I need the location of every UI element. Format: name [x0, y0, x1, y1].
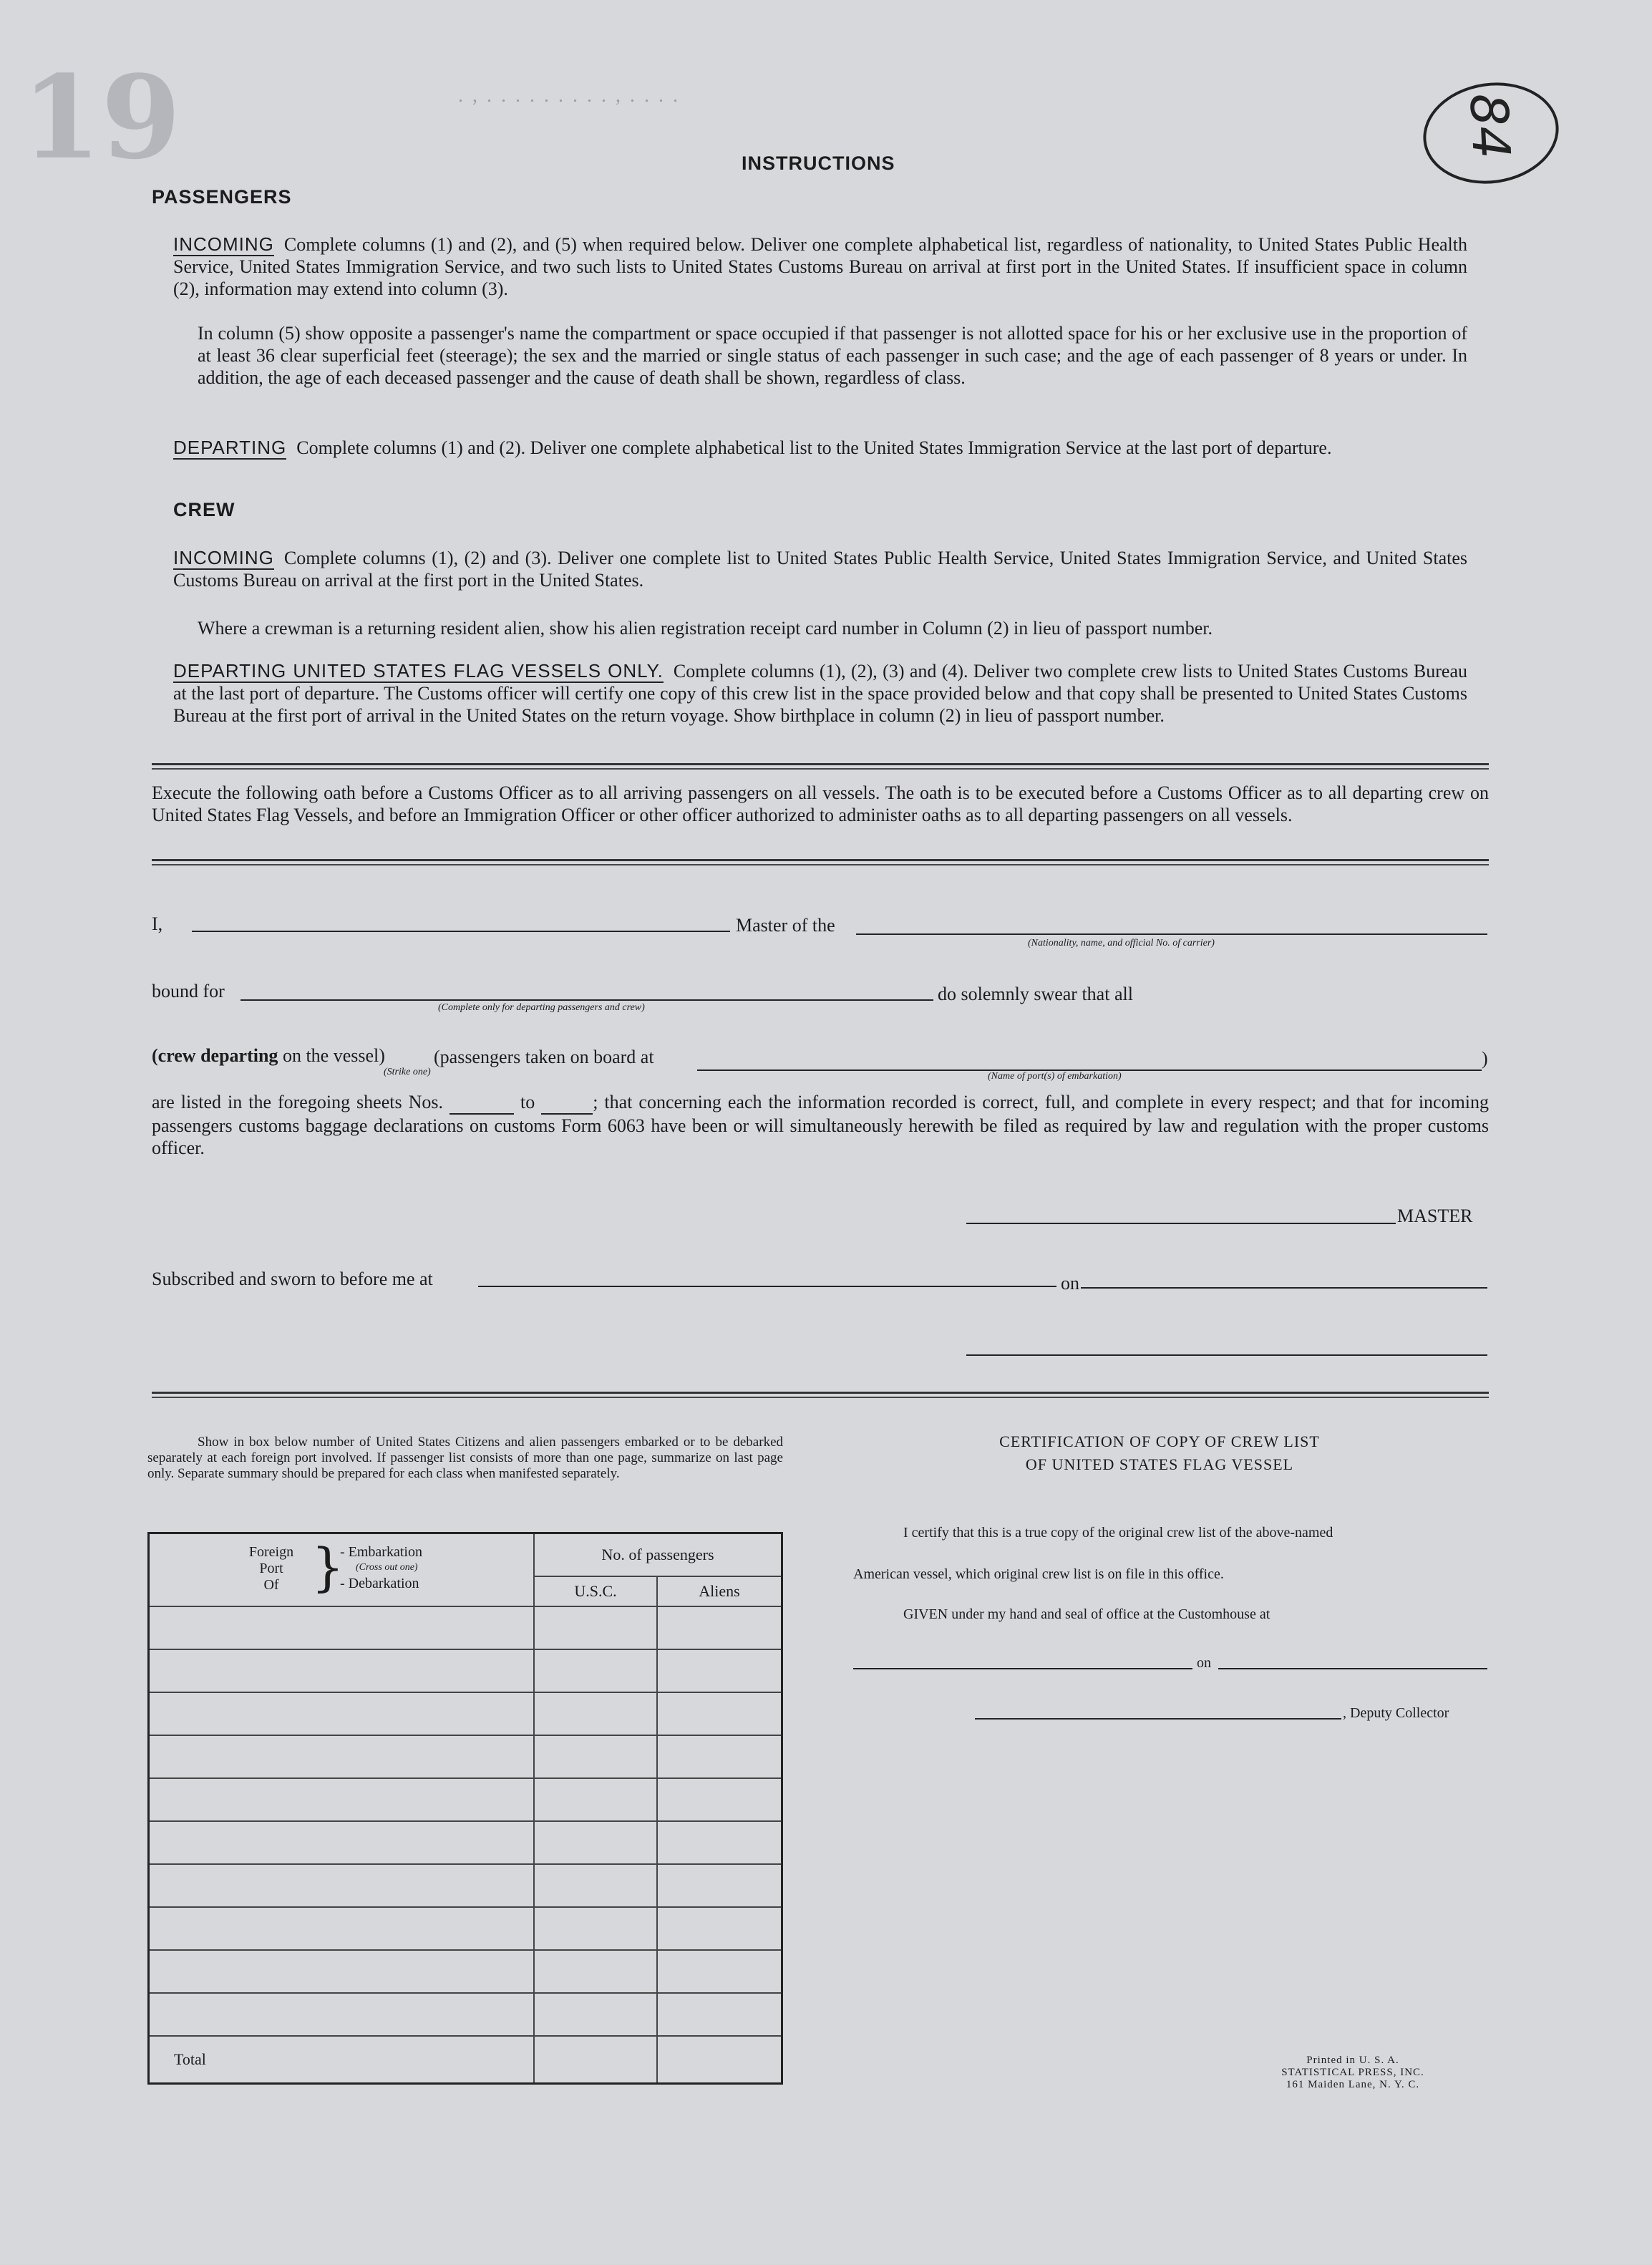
usc-cell[interactable] — [534, 1993, 657, 2036]
divider — [152, 864, 1489, 865]
port-cell[interactable] — [149, 1692, 535, 1735]
usc-header: U.S.C. — [534, 1576, 657, 1606]
handwritten-page-number: 84 — [1417, 74, 1565, 192]
port-cell[interactable] — [149, 1950, 535, 1993]
table-row — [149, 1606, 782, 1649]
divider — [152, 768, 1489, 770]
subscribed-place-field[interactable] — [478, 1286, 1056, 1287]
embark-debark-label: - Embarkation (Cross out one) - Debarkation — [340, 1544, 422, 1591]
bound-for-label: bound for — [152, 981, 225, 1001]
subscribed-date-field[interactable] — [1081, 1287, 1487, 1289]
given-label: GIVEN under my hand and seal of office at the Customhouse at — [903, 1606, 1270, 1622]
passenger-summary-table — [147, 1532, 783, 2085]
table-row — [149, 1907, 782, 1950]
total-label: Total — [149, 2036, 535, 2084]
oath-i-label: I, — [152, 913, 163, 934]
column5-paragraph: In column (5) show opposite a passenger's name the compartment or space occupied if that passenger is not allotted space for his or her exclusive use in the proportion of at least 36 clear superficial feet (steerage); the sex and the married or single status of each passenger in such case; and the age of each passenger of 8 years or under. In addition, the age of each deceased passenger and the cause of death shall be shown, regardless of class. — [198, 323, 1467, 388]
aliens-cell[interactable] — [657, 1606, 782, 1649]
usc-cell[interactable] — [534, 1778, 657, 1821]
crew-heading: CREW — [173, 499, 235, 520]
brace-icon: } — [311, 1537, 344, 1597]
port-cell[interactable] — [149, 1735, 535, 1778]
certification-text-line1: I certify that this is a true copy of the original crew list of the above-named — [903, 1525, 1333, 1541]
passengers-taken-label: (passengers taken on board at — [434, 1047, 654, 1067]
port-cell[interactable] — [149, 1907, 535, 1950]
aliens-total-cell[interactable] — [657, 2036, 782, 2084]
foreign-port-of-label: Foreign Port Of — [248, 1544, 294, 1593]
table-row — [149, 1649, 782, 1692]
divider — [152, 763, 1489, 765]
aliens-cell[interactable] — [657, 1735, 782, 1778]
sheet-from-field[interactable] — [450, 1091, 514, 1115]
customhouse-field[interactable] — [853, 1668, 1192, 1669]
port-cell[interactable] — [149, 1649, 535, 1692]
certification-date-field[interactable] — [1218, 1668, 1487, 1669]
port-cell[interactable] — [149, 1864, 535, 1907]
usc-cell[interactable] — [534, 1821, 657, 1864]
crew-departing-paragraph: DEPARTING UNITED STATES FLAG VESSELS ONLY. Complete columns (1), (2), (3) and (4). Deliver two complete crew lists to United States Customs Bureau at the last port of departure. The Customs officer will certify one copy of this crew list in the space provided below and that copy shall be presented to United States Customs Bureau at the first port of arrival in the United States on the return voyage. Show birthplace in column (2) in lieu of passport number. — [173, 660, 1467, 726]
printer-imprint: Printed in U. S. A. STATISTICAL PRESS, INC. 161 Maiden Lane, N. Y. C. — [1281, 2055, 1424, 2090]
usc-cell[interactable] — [534, 1649, 657, 1692]
crew-incoming-paragraph: INCOMING Complete columns (1), (2) and (3). Deliver one complete list to United States Public Health Service, United States Immigration Service, and United States Customs Bureau on arrival at the first port in the United States. — [173, 547, 1467, 591]
ports-caption: (Name of port(s) of embarkation) — [988, 1071, 1122, 1082]
table-row — [149, 1993, 782, 2036]
divider — [152, 859, 1489, 861]
subscribed-label: Subscribed and sworn to before me at — [152, 1269, 433, 1289]
divider — [152, 1397, 1489, 1398]
bound-for-field[interactable] — [240, 999, 933, 1001]
certification-title: CERTIFICATION OF COPY OF CREW LIST OF UNITED STATES FLAG VESSEL — [999, 1432, 1320, 1473]
aliens-header: Aliens — [657, 1576, 782, 1606]
master-signature-field[interactable] — [966, 1223, 1396, 1224]
page-title: INSTRUCTIONS — [742, 152, 895, 174]
bound-for-caption: (Complete only for departing passengers and crew) — [438, 1002, 645, 1013]
table-row — [149, 1821, 782, 1864]
aliens-cell[interactable] — [657, 1950, 782, 1993]
port-cell[interactable] — [149, 1993, 535, 2036]
ghost-stamp: 19 — [21, 50, 181, 185]
carrier-caption: (Nationality, name, and official No. of carrier) — [1028, 938, 1215, 949]
aliens-cell[interactable] — [657, 1649, 782, 1692]
subscribed-on-label: on — [1061, 1273, 1079, 1294]
usc-total-cell[interactable] — [534, 2036, 657, 2084]
port-cell[interactable] — [149, 1778, 535, 1821]
aliens-cell[interactable] — [657, 1907, 782, 1950]
usc-cell[interactable] — [534, 1864, 657, 1907]
port-header-cell — [149, 1533, 535, 1607]
aliens-cell[interactable] — [657, 1778, 782, 1821]
table-row-total — [149, 2036, 782, 2084]
port-cell[interactable] — [149, 1606, 535, 1649]
passengers-departing-paragraph: DEPARTING Complete columns (1) and (2). Deliver one complete alphabetical list to the United States Immigration Service at the last port of departure. — [173, 437, 1332, 458]
oath-statement: are listed in the foregoing sheets Nos. to ; that concerning each the information recorded is correct, full, and complete in every respect; and that for incoming passengers customs baggage declarations on customs Form 6063 have been or will simultaneously herewith be filed as required by law and regulation with the proper customs officer. — [152, 1092, 1490, 1158]
table-row — [149, 1692, 782, 1735]
aliens-cell[interactable] — [657, 1864, 782, 1907]
summary-note: Show in box below number of United States Citizens and alien passengers embarked or to be debarked separately at each foreign port involved. If passenger list consists of more than one page, summarize on last page only. Separate summary should be prepared for each class when manifested separately. — [147, 1435, 783, 1481]
crew-returning-paragraph: Where a crewman is a returning resident alien, show his alien registration receipt card number in Column (2) in lieu of passport number. — [198, 618, 1213, 639]
usc-cell[interactable] — [534, 1606, 657, 1649]
table-row — [149, 1864, 782, 1907]
passengers-heading: PASSENGERS — [152, 186, 292, 208]
usc-cell[interactable] — [534, 1692, 657, 1735]
passengers-incoming-label: INCOMING — [173, 233, 274, 255]
crew-departing-label: (crew departing on the vessel) — [152, 1045, 385, 1066]
usc-cell[interactable] — [534, 1907, 657, 1950]
usc-cell[interactable] — [534, 1950, 657, 1993]
table-row — [149, 1735, 782, 1778]
aliens-cell[interactable] — [657, 1993, 782, 2036]
officer-signature-field[interactable] — [966, 1354, 1487, 1356]
solemnly-swear-label: do solemnly swear that all — [938, 984, 1133, 1004]
master-of-the-label: Master of the — [736, 915, 835, 936]
close-paren: ) — [1482, 1048, 1488, 1069]
table-row — [149, 1778, 782, 1821]
certification-text-line2: American vessel, which original crew list is on file in this office. — [853, 1566, 1224, 1582]
oath-intro: Execute the following oath before a Customs Officer as to all arriving passengers on all vessels. The oath is to be executed before a Customs Officer as to all departing crew on United States Flag Vessels, and before an Immigration Officer or other officer authorized to administer oaths as to all departing passengers on all vessels. — [152, 782, 1489, 825]
aliens-cell[interactable] — [657, 1821, 782, 1864]
carrier-field[interactable] — [856, 933, 1487, 935]
no-of-passengers-header: No. of passengers — [534, 1533, 782, 1577]
passengers-incoming-paragraph: INCOMING Complete columns (1) and (2), and (5) when required below. Deliver one complete alphabetical list, regardless of nationality, to United States Public Health Service, United States Immigration Service, and two such lists to United States Customs Bureau on arrival at first port in the United States. If insufficient space in column (2), information may extend into column (3). — [173, 233, 1467, 299]
divider — [152, 1392, 1489, 1394]
aliens-cell[interactable] — [657, 1692, 782, 1735]
crew-departing-label: DEPARTING UNITED STATES FLAG VESSELS ONLY. — [173, 660, 664, 682]
usc-cell[interactable] — [534, 1735, 657, 1778]
strike-one-caption: (Strike one) — [384, 1067, 431, 1077]
bleed-through-text: . , . . . . . . . . . , . . . . — [458, 84, 680, 107]
table-row — [149, 1950, 782, 1993]
master-label: MASTER — [1397, 1206, 1473, 1226]
crew-incoming-label: INCOMING — [173, 547, 274, 568]
master-name-field[interactable] — [192, 931, 730, 932]
deputy-collector-label: , Deputy Collector — [1343, 1705, 1449, 1721]
sheet-to-field[interactable] — [541, 1091, 593, 1115]
port-cell[interactable] — [149, 1821, 535, 1864]
passengers-departing-label: DEPARTING — [173, 437, 287, 458]
certification-on-label: on — [1197, 1655, 1211, 1671]
deputy-collector-signature-field[interactable] — [975, 1718, 1341, 1720]
